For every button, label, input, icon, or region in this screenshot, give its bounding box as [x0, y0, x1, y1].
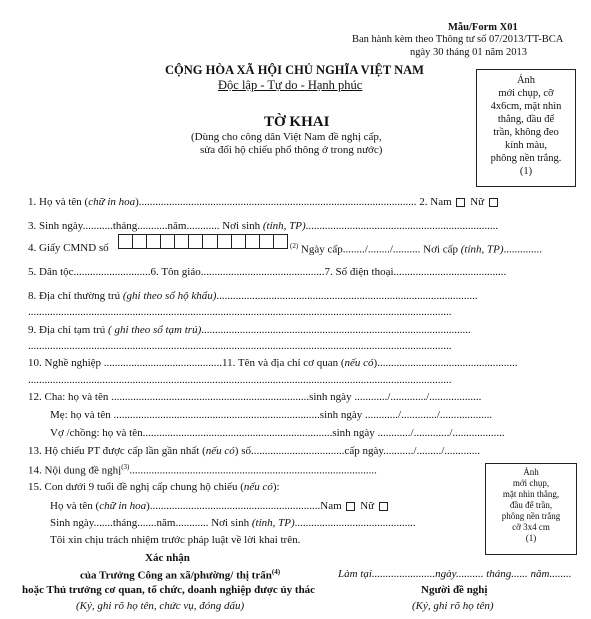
applicant-title: Người đề nghị	[421, 584, 488, 596]
label-previous-passport: 13. Hộ chiếu PT được cấp lần gần nhất (	[28, 445, 206, 457]
label-id-card: 4. Giấy CMND số	[28, 242, 109, 254]
colon: ):	[272, 481, 280, 493]
confirm-note: (Ký, ghi rõ họ tên, chức vụ, đóng dấu)	[76, 600, 245, 612]
label-occupation: 10. Nghề nghiệp ...........................................11. Tên và địa chỉ cơ quan (	[28, 357, 345, 369]
confirm-authority: của Trưởng Công an xã/phường/ thị trấn	[80, 569, 272, 582]
hint-uppercase: chữ in hoa	[88, 196, 136, 208]
field-birth[interactable]	[28, 220, 498, 232]
label-child-male: )..............................................................Nam	[146, 500, 342, 512]
child-photo-box-line: (1)	[525, 533, 537, 543]
dots: ...............................................................................................	[216, 290, 478, 302]
form-title: TỜ KHAI	[264, 114, 330, 130]
hint-uppercase: chữ in hoa	[99, 500, 147, 512]
field-permanent-address-line2[interactable]: ..........................................................................................................................................................	[28, 306, 452, 318]
dots: ..................................................................................................	[201, 324, 471, 336]
field-request-content[interactable]	[28, 463, 377, 477]
field-father[interactable]: 12. Cha: họ và tên ........................................................................sinh ngày ............/............./...................	[28, 391, 482, 403]
hint-province: (tỉnh, TP)	[460, 243, 504, 256]
label-temporary-address: 9. Địa chỉ tạm trú	[28, 324, 106, 336]
hint-province: (tỉnh, TP)	[262, 220, 306, 232]
field-ethnicity-religion-phone[interactable]: 5. Dân tộc............................6. Tôn giáo.............................................7. Số điện thoại.........................................	[28, 266, 507, 278]
photo-box-line: phông nền trắng.	[490, 153, 562, 164]
label-gender-female: Nữ	[470, 196, 485, 208]
photo-box-line: thẳng, đầu để	[497, 114, 555, 125]
issued-line-1: Ban hành kèm theo Thông tư số 07/2013/TT-BCA	[352, 34, 564, 45]
field-full-name[interactable]	[28, 196, 500, 208]
field-child-name[interactable]	[50, 500, 390, 512]
label-gender-male: )..................................................................................................... 2. Nam	[135, 196, 452, 208]
hint-temporary-book: ( ghi theo sổ tạm trú)	[108, 324, 202, 336]
label-issue-date: Ngày cấp......../......../.......... Nơi cấp	[300, 243, 458, 256]
label-child-name: Họ và tên (	[50, 500, 100, 512]
child-photo-box-line: phông nền trắng	[501, 511, 561, 521]
photo-box-line: (1)	[519, 166, 533, 177]
checkbox-child-male[interactable]	[346, 502, 355, 511]
label-request-content: 14. Nội dung đề nghị	[28, 464, 122, 477]
photo-box-line: 4x6cm, mặt nhìn	[490, 101, 562, 112]
checkbox-female[interactable]	[489, 198, 498, 207]
field-temporary-address-line2[interactable]: ..........................................................................................................................................................	[28, 340, 452, 352]
dots: ) số..................................cấp ngày.........../........./.............	[234, 445, 481, 457]
hint-household-book: (ghi theo sổ hộ khẩu)	[122, 290, 217, 302]
dots: )...................................................	[373, 357, 518, 369]
issued-line-2: ngày 30 tháng 01 năm 2013	[410, 47, 527, 58]
photo-box-line: Ảnh	[516, 75, 536, 86]
id-card-number-boxes[interactable]	[118, 234, 288, 249]
dots: ..........................................................................................	[129, 464, 377, 477]
photo-box	[476, 69, 576, 187]
commitment-statement: Tôi xin chịu trách nhiệm trước pháp luật về lời khai trên.	[50, 534, 301, 546]
hint-province: (tỉnh, TP)	[251, 517, 295, 529]
label-permanent-address: 8. Địa chỉ thường trú	[28, 290, 121, 302]
hint-if-any: nếu có	[344, 357, 374, 369]
dots: ..............	[503, 243, 542, 256]
label-child-birth: Sinh ngày.......tháng.......năm............ Nơi sinh	[50, 517, 250, 529]
footnote-4: (4)	[271, 568, 281, 576]
child-photo-box-line: cỡ 3x4 cm	[512, 522, 550, 532]
field-temporary-address[interactable]	[28, 324, 471, 336]
field-child	[28, 481, 280, 493]
dots: ............................................	[294, 517, 416, 529]
dots: ......................................................................	[305, 220, 499, 232]
applicant-note: (Ký, ghi rõ họ tên)	[412, 600, 494, 612]
field-previous-passport[interactable]	[28, 445, 480, 457]
child-photo-box-line: Ảnh	[523, 467, 539, 477]
field-permanent-address[interactable]	[28, 290, 478, 302]
checkbox-child-female[interactable]	[379, 502, 388, 511]
nation-title: CỘNG HÒA XÃ HỘI CHỦ NGHĨA VIỆT NAM	[165, 63, 424, 77]
motto: Độc lập - Tự do - Hạnh phúc	[218, 78, 363, 92]
label-child: 15. Con dưới 9 tuổi đề nghị cấp chung hộ chiếu (	[28, 481, 244, 493]
confirm-title: Xác nhận	[145, 552, 190, 564]
label-child-female: Nữ	[360, 500, 375, 512]
field-child-birth[interactable]	[50, 517, 416, 529]
form-subtitle-1: (Dùng cho công dân Việt Nam đề nghị cấp,	[191, 131, 382, 143]
child-photo-box-line: mới chụp,	[512, 478, 550, 488]
field-occupation-employer[interactable]	[28, 357, 517, 369]
confirm-line-2: hoặc Thủ trưởng cơ quan, tổ chức, doanh nghiệp được ủy thác	[22, 584, 316, 596]
field-spouse[interactable]: Vợ /chồng: họ và tên.....................................................................sinh ngày ............/............./...................	[50, 427, 505, 439]
footnote-3: (3)	[121, 463, 130, 471]
checkbox-male[interactable]	[456, 198, 465, 207]
hint-if-any: nếu có	[205, 445, 235, 457]
child-photo-box-line: mặt nhìn thẳng,	[502, 489, 560, 499]
label-full-name: 1. Họ và tên (	[28, 196, 89, 208]
field-id-card-issue[interactable]	[290, 242, 542, 256]
label-birth-date: 3. Sinh ngày...........tháng...........năm............ Nơi sinh	[28, 220, 261, 232]
form-code: Mẫu/Form X01	[448, 22, 518, 33]
footnote-2: (2)	[290, 242, 299, 250]
field-mother[interactable]: Mẹ: họ và tên ...........................................................................sinh ngày ............/............./...................	[50, 409, 493, 421]
hint-if-any: nếu có	[243, 481, 273, 493]
confirm-line-1	[80, 568, 280, 582]
place-date[interactable]: Làm tại.......................ngày.......... tháng...... năm........	[338, 568, 572, 580]
form-subtitle-2: sửa đổi hộ chiếu phổ thông ở trong nước)	[200, 144, 383, 156]
field-employer-line2[interactable]: ..........................................................................................................................................................	[28, 374, 452, 386]
photo-box-line: kính màu,	[505, 140, 547, 151]
child-photo-box-line: đầu để trần,	[509, 500, 553, 510]
photo-box-line: trần, không đeo	[493, 127, 559, 138]
photo-box-line: mới chụp, cỡ	[498, 88, 554, 99]
child-photo-box	[485, 463, 577, 555]
